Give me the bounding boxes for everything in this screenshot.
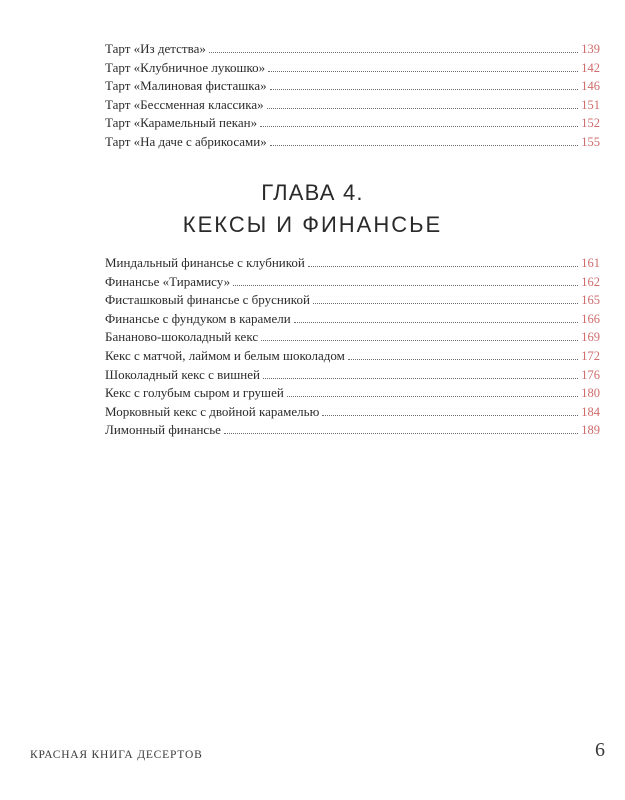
toc-leader-dots — [267, 108, 578, 109]
toc-entry[interactable] — [105, 310, 600, 329]
toc-entry-page: 172 — [581, 348, 600, 363]
toc-entry-title: Шоколадный кекс с вишней — [105, 366, 260, 382]
toc-entry-title: Тарт «Карамельный пекан» — [105, 115, 258, 131]
toc-entry[interactable] — [105, 273, 600, 292]
toc-entry-page: 146 — [581, 79, 600, 94]
toc-entry-title: Тарт «На даче с абрикосами» — [105, 133, 267, 149]
toc-entry[interactable] — [105, 77, 600, 96]
toc-entry-page: 184 — [581, 404, 600, 419]
toc-entry[interactable] — [105, 291, 600, 310]
toc-entry-title: Тарт «Из детства» — [105, 41, 206, 56]
toc-leader-dots — [268, 71, 578, 72]
toc-leader-dots — [270, 145, 578, 146]
toc-entry[interactable] — [105, 114, 600, 133]
toc-entry[interactable] — [105, 366, 600, 385]
toc-entry[interactable] — [105, 328, 600, 347]
toc-leader-dots — [294, 322, 578, 323]
toc-entry-page: 151 — [581, 97, 600, 112]
toc-entry-page: 161 — [581, 256, 600, 270]
toc-entry-title: Морковный кекс с двойной карамелью — [105, 403, 320, 419]
toc-leader-dots — [270, 89, 578, 90]
toc-leader-dots — [348, 359, 578, 360]
toc-leader-dots — [322, 415, 578, 416]
toc-entry[interactable] — [105, 40, 600, 59]
toc-entry[interactable] — [105, 384, 600, 403]
toc-leader-dots — [261, 340, 578, 341]
toc-entry[interactable] — [105, 96, 600, 115]
toc-list-tarts — [105, 40, 600, 152]
toc-leader-dots — [260, 126, 578, 127]
toc-entry[interactable] — [105, 403, 600, 422]
toc-leader-dots — [287, 396, 578, 397]
toc-leader-dots — [224, 433, 578, 434]
toc-entry-page: 152 — [581, 116, 600, 131]
chapter-number: ГЛАВА 4. — [261, 180, 364, 205]
toc-entry-title: Финансье с фундуком в карамели — [105, 310, 291, 326]
toc-leader-dots — [233, 285, 578, 286]
toc-entry-page: 169 — [581, 330, 600, 345]
toc-entry-page: 180 — [581, 386, 600, 401]
toc-entry-page: 176 — [581, 367, 600, 382]
toc-entry-title: Финансье «Тирамису» — [105, 273, 231, 289]
toc-entry-title: Миндальный финансье с клубникой — [105, 255, 305, 270]
toc-leader-dots — [308, 266, 578, 267]
toc-entry-title: Тарт «Клубничное лукошко» — [105, 59, 266, 75]
toc-leader-dots — [209, 52, 578, 53]
toc-entry-page: 189 — [581, 423, 600, 438]
toc-entry-title: Бананово-шоколадный кекс — [105, 329, 259, 345]
toc-entry-title: Тарт «Малиновая фисташка» — [105, 78, 267, 94]
toc-entry-page: 139 — [581, 42, 600, 56]
toc-entry[interactable] — [105, 254, 600, 273]
toc-entry-title: Кекс с голубым сыром и грушей — [105, 385, 284, 401]
toc-entry[interactable] — [105, 59, 600, 78]
toc-entry-page: 162 — [581, 274, 600, 289]
footer-book-title: КРАСНАЯ КНИГА ДЕСЕРТОВ — [30, 749, 203, 761]
chapter-title: КЕКСЫ И ФИНАНСЬЕ — [182, 212, 443, 237]
toc-leader-dots — [263, 378, 578, 379]
toc-entry-page: 166 — [581, 311, 600, 326]
toc-entry-title: Тарт «Бессменная классика» — [105, 96, 264, 112]
toc-entry-title: Фисташковый финансье с брусникой — [105, 292, 310, 308]
toc-entry-title: Лимонный финансье — [105, 422, 221, 438]
toc-entry-title: Кекс с матчой, лаймом и белым шоколадом — [105, 347, 345, 363]
toc-entry-page: 142 — [581, 60, 600, 75]
toc-entry-page: 165 — [581, 293, 600, 308]
toc-entry-page: 155 — [581, 134, 600, 149]
toc-entry[interactable] — [105, 347, 600, 366]
toc-entry[interactable] — [105, 133, 600, 152]
toc-leader-dots — [313, 303, 578, 304]
footer-page-number: 6 — [595, 739, 605, 761]
toc-entry[interactable] — [105, 421, 600, 440]
toc-list-cakes — [105, 254, 600, 440]
